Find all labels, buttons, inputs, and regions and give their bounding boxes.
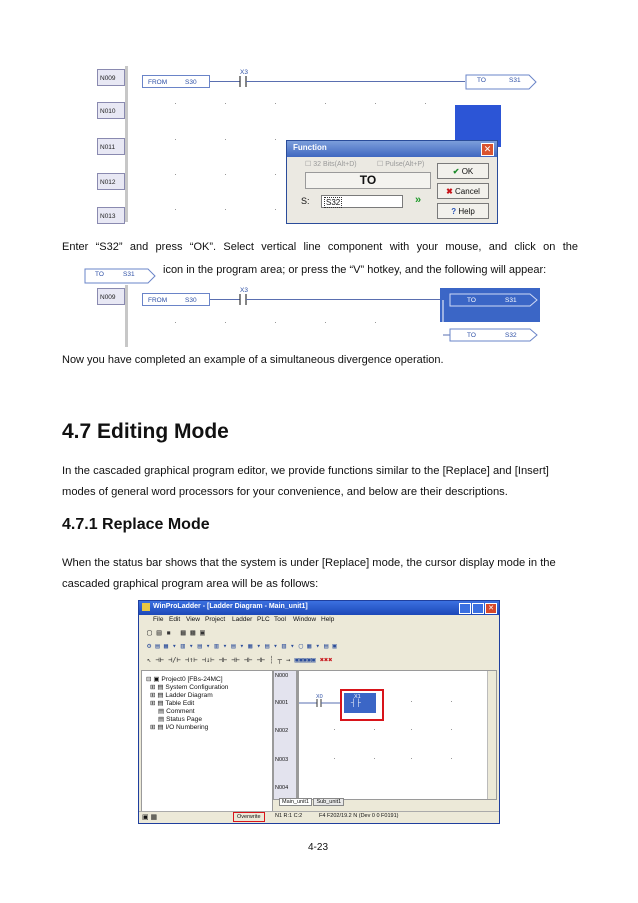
to-block[interactable] [465, 74, 537, 90]
tree-label: Project0 [FBs-24MC] [161, 676, 223, 683]
help-label: Help [458, 207, 475, 216]
tree-label: System Configuration [165, 684, 229, 691]
tab-sub-unit[interactable]: Sub_unit1 [313, 798, 344, 806]
paragraph: In the cascaded graphical program editor, we provide functions similar to the [Replace] and [Insert] modes of general word processors for your convenience, and below are their descriptions. [62, 465, 549, 498]
to-icon-label: TO [95, 271, 104, 278]
maximize-button[interactable] [472, 603, 484, 614]
menu-edit[interactable]: Edit [169, 616, 181, 623]
ok-label: OK [461, 167, 474, 176]
status-info: F4 F202/19.2 N (Dev 0 0 F0191) [319, 813, 399, 819]
tab-strip [279, 799, 344, 808]
row-label: N011 [97, 138, 125, 155]
function-name: TO [305, 172, 431, 189]
dialog-titlebar [287, 141, 497, 157]
check-icon: ✔ [452, 167, 460, 176]
title-bar [139, 601, 499, 615]
go-button[interactable]: » [415, 194, 422, 206]
menu-view[interactable]: View [186, 616, 200, 623]
project-tree [141, 670, 273, 812]
from-value: S30 [185, 297, 197, 304]
vertical-scrollbar[interactable] [487, 671, 496, 799]
row-label: N010 [97, 102, 125, 119]
to-label: TO [467, 297, 476, 304]
from-value: S30 [185, 79, 197, 86]
paragraph: Now you have completed an example of a simultaneous divergence operation. [62, 354, 444, 366]
row-label: N012 [97, 173, 125, 190]
menu-help[interactable]: Help [321, 616, 335, 623]
menu-window[interactable]: Window [293, 616, 317, 623]
row-label: N004 [275, 785, 289, 791]
paragraph: When the status bar shows that the system is under [Replace] mode, the cursor display mode in the cascaded graphical program area will be as follows: [62, 557, 556, 590]
paragraph: Enter “S32” and press “OK”. Select vertical line component with your mouse, and click on the [62, 241, 578, 253]
question-icon: ? [451, 207, 457, 216]
divergence-line [440, 288, 540, 346]
from-block[interactable] [142, 75, 210, 88]
menu-file[interactable]: File [153, 616, 164, 623]
subsection-heading: 4.7.1 Replace Mode [62, 516, 210, 533]
row-label: N003 [275, 757, 289, 763]
cross-icon: ✖ [446, 187, 453, 196]
menu-plc[interactable]: PLC [257, 616, 270, 623]
row-label: N009 [97, 288, 125, 305]
status-icons: ▣ ▦ [142, 814, 158, 821]
contact-label: X3 [240, 287, 248, 294]
tree-label: Ladder Diagram [165, 692, 213, 699]
contact-symbol: ┤├ [351, 700, 361, 707]
cancel-button[interactable] [437, 183, 489, 199]
page-number: 4-23 [308, 842, 329, 853]
cancel-label: Cancel [455, 187, 480, 196]
app-icon [142, 603, 150, 611]
left-rail [125, 66, 128, 222]
minimize-button[interactable] [459, 603, 471, 614]
checkbox-label: 32 Bits(Alt+D) [313, 161, 357, 168]
row-gutter [274, 671, 296, 799]
from-label: FROM [148, 79, 168, 86]
function-dialog [286, 140, 498, 224]
row-label: N000 [275, 673, 289, 679]
status-mode: Overwrite [233, 812, 265, 822]
tree-item-system-config[interactable]: ⊞ ▤ System Configuration [150, 684, 229, 691]
tab-main-unit[interactable]: Main_unit1 [279, 798, 312, 806]
menu-bar [139, 615, 499, 626]
ladder-pane [273, 670, 497, 800]
tree-item-table[interactable]: ⊞ ▤ Table Edit [150, 700, 195, 707]
checkbox-label: Pulse(Alt+P) [385, 161, 425, 168]
contact-label: X1 [354, 694, 361, 700]
rung-line [210, 288, 470, 348]
tree-item-project[interactable]: ⊟ ▣ Project0 [FBs-24MC] [146, 676, 223, 683]
menu-tool[interactable]: Tool [274, 616, 286, 623]
tree-label: Comment [166, 708, 195, 715]
checkbox-pulse[interactable]: ☐ Pulse(Alt+P) [377, 161, 425, 168]
toolbar-elements[interactable]: ↖ ⊣⊢ ⊣/⊢ ⊣↑⊢ ⊣↓⊢ ⊣⊢ ⊣⊢ ⊣⊢ ⊣⊢ ┆ ┬ → ▣▣▣▣▣ ✖✖✖ [147, 656, 333, 664]
cursor-block[interactable] [344, 693, 376, 713]
help-button[interactable] [437, 203, 489, 219]
tree-item-ladder[interactable]: ⊞ ▤ Ladder Diagram [150, 692, 213, 699]
to-value: S32 [505, 332, 517, 339]
toolbar-standard[interactable]: ▢ ▤ ▪ ▦ ▩ ▣ [147, 628, 205, 637]
dialog-title: Function [293, 143, 327, 152]
to-label: TO [477, 77, 486, 84]
from-label: FROM [148, 297, 168, 304]
ok-button[interactable] [437, 163, 489, 179]
figure-ladder-1 [97, 66, 538, 222]
field-label: S: [301, 196, 310, 206]
operand-value: S32 [326, 198, 341, 207]
operand-input[interactable] [321, 195, 403, 208]
tree-item-comment[interactable]: ▤ Comment [158, 708, 195, 715]
close-icon[interactable]: ✕ [481, 143, 494, 156]
to-icon-value: S31 [123, 271, 135, 278]
tree-label: Table Edit [165, 700, 195, 707]
status-position: N1 R:1 C:2 [275, 813, 303, 819]
section-heading: 4.7 Editing Mode [62, 420, 229, 443]
to-label: TO [467, 332, 476, 339]
tree-label: Status Page [166, 716, 202, 723]
status-bar [139, 811, 499, 823]
row-label: N001 [275, 700, 289, 706]
app-window [138, 600, 500, 824]
toolbar-ladder[interactable]: ⚙ ▤ ▦ ▾ ▥ ▾ ▤ ▾ ▥ ▾ ▤ ▾ ▦ ▾ ▤ ▾ ▥ ▾ ▢ ▦ ▾ ▤ ▣ [147, 642, 337, 650]
menu-project[interactable]: Project [205, 616, 226, 623]
to-value: S31 [505, 297, 517, 304]
tree-item-io[interactable]: ⊞ ▤ I/O Numbering [150, 724, 209, 731]
contact-label: X0 [316, 694, 323, 700]
figure-ladder-2 [97, 285, 541, 347]
menu-ladder[interactable]: Ladder [232, 616, 253, 623]
left-rail [125, 285, 128, 347]
row-label: N013 [97, 207, 125, 224]
row-label: N002 [275, 728, 289, 734]
row-label: N009 [97, 69, 125, 86]
contact-label: X3 [240, 69, 248, 76]
to-value: S31 [509, 77, 521, 84]
tree-item-status[interactable]: ▤ Status Page [158, 716, 202, 723]
checkbox-32bits[interactable]: ☐ 32 Bits(Alt+D) [305, 161, 357, 168]
close-icon[interactable]: ✕ [485, 603, 497, 614]
paragraph: icon in the program area; or press the “V” hotkey, and the following will appear: [163, 264, 547, 276]
window-title: WinProLadder - [Ladder Diagram - Main_unit1] [153, 603, 308, 610]
tree-label: I/O Numbering [165, 724, 209, 731]
from-block[interactable] [142, 293, 210, 306]
